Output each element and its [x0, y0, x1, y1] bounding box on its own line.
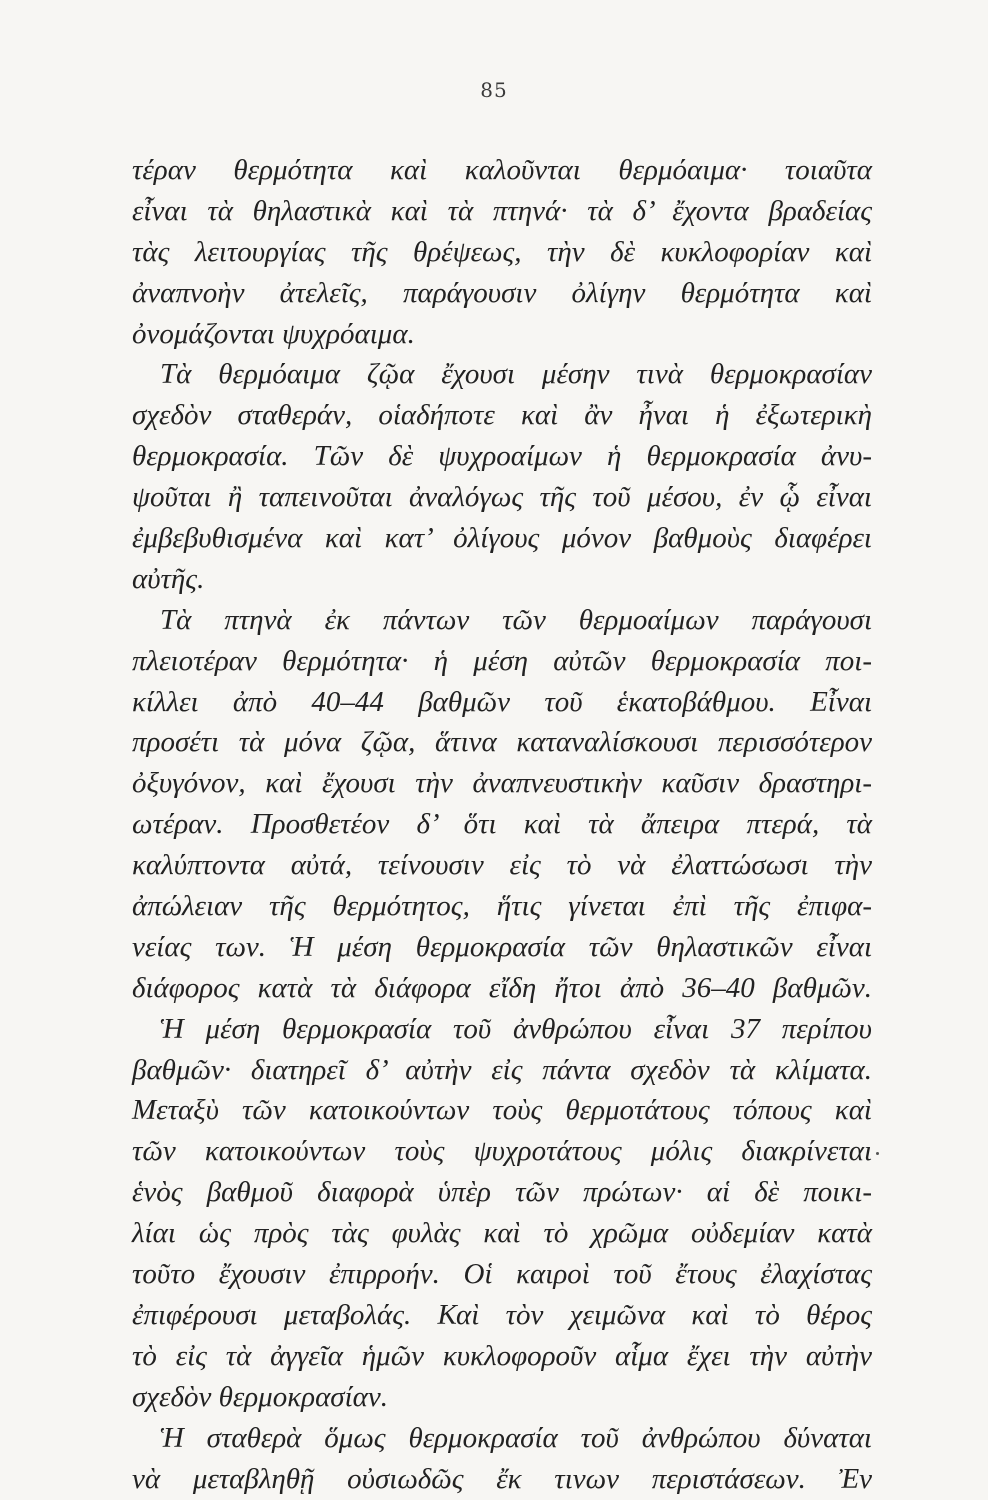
text-line: τὰς λειτουργίας τῆς θρέψεως, τὴν δὲ κυκλοφορίαν καὶ: [132, 235, 872, 268]
text-line: τῶν κατοικούντων τοὺς ψυχροτάτους μόλις διακρίνεται: [132, 1135, 872, 1168]
ink-speck: [876, 1152, 879, 1155]
text-line: ὀξυγόνον, καὶ ἔχουσι τὴν ἀναπνευστικὴν καῦσιν δραστηρι-: [132, 767, 872, 800]
text-line: ἑνὸς βαθμοῦ διαφορὰ ὑπὲρ τῶν πρώτων· αἱ δὲ ποικι-: [132, 1176, 872, 1209]
text-line: λίαι ὡς πρὸς τὰς φυλὰς καὶ τὸ χρῶμα οὐδεμίαν κατὰ: [132, 1217, 872, 1250]
text-line: ἐπιφέρουσι μεταβολάς. Καὶ τὸν χειμῶνα καὶ τὸ θέρος: [132, 1298, 872, 1331]
text-line: πλειοτέραν θερμότητα· ἡ μέση αὐτῶν θερμοκρασία ποι-: [132, 644, 872, 677]
text-line: Ἡ σταθερὰ ὅμως θερμοκρασία τοῦ ἀνθρώπου δύναται: [160, 1421, 872, 1454]
text-line: καλύπτοντα αὐτά, τείνουσιν εἰς τὸ νὰ ἐλαττώσωσι τὴν: [132, 849, 872, 882]
text-line: εἶναι τὰ θηλαστικὰ καὶ τὰ πτηνά· τὰ δ’ ἔχοντα βραδείας: [132, 194, 872, 227]
text-line: Μεταξὺ τῶν κατοικούντων τοὺς θερμοτάτους τόπους καὶ: [132, 1094, 872, 1127]
text-line: ἀναπνοὴν ἀτελεῖς, παράγουσιν ὀλίγην θερμότητα καὶ: [132, 276, 872, 309]
text-line: ωτέραν. Προσθετέον δ’ ὅτι καὶ τὰ ἄπειρα πτερά, τὰ: [132, 808, 872, 841]
text-line: ὀνομάζονται ψυχρόαιμα.: [132, 317, 415, 350]
text-line: προσέτι τὰ μόνα ζῷα, ἅτινα καταναλίσκουσι περισσότερον: [132, 726, 872, 759]
text-line: ψοῦται ἢ ταπεινοῦται ἀναλόγως τῆς τοῦ μέσου, ἐν ᾧ εἶναι: [132, 481, 872, 514]
text-line: βαθμῶν· διατηρεῖ δ’ αὐτὴν εἰς πάντα σχεδὸν τὰ κλίματα.: [132, 1053, 872, 1086]
text-line: θερμοκρασία. Τῶν δὲ ψυχροαίμων ἡ θερμοκρασία ἀνυ-: [132, 440, 872, 473]
text-line: Ἡ μέση θερμοκρασία τοῦ ἀνθρώπου εἶναι 37 περίπου: [160, 1012, 872, 1045]
text-line: Τὰ θερμόαιμα ζῷα ἔχουσι μέσην τινὰ θερμοκρασίαν: [160, 358, 872, 391]
text-line: κίλλει ἀπὸ 40–44 βαθμῶν τοῦ ἑκατοβάθμου. Εἶναι: [132, 685, 872, 718]
text-line: αὐτῆς.: [132, 562, 205, 595]
page-number: 85: [480, 78, 508, 102]
body-text: [132, 150, 872, 1499]
text-line: ἀπώλειαν τῆς θερμότητος, ἥτις γίνεται ἐπὶ τῆς ἐπιφα-: [132, 890, 872, 923]
text-line: ἐμβεβυθισμένα καὶ κατ’ ὀλίγους μόνον βαθμοὺς διαφέρει: [132, 522, 872, 555]
text-line: σχεδὸν θερμοκρασίαν.: [132, 1380, 389, 1413]
text-line: νὰ μεταβληθῇ οὐσιωδῶς ἔκ τινων περιστάσεων. Ἐν: [132, 1462, 872, 1495]
text-line: σχεδὸν σταθεράν, οἱαδήποτε καὶ ἂν ἦναι ἡ ἐξωτερικὴ: [132, 399, 872, 432]
text-line: νείας των. Ἡ μέση θερμοκρασία τῶν θηλαστικῶν εἶναι: [132, 930, 872, 963]
text-line: διάφορος κατὰ τὰ διάφορα εἴδη ἤτοι ἀπὸ 36–40 βαθμῶν.: [132, 971, 872, 1004]
text-line: τοῦτο ἔχουσιν ἐπιρροήν. Οἱ καιροὶ τοῦ ἔτους ἐλαχίστας: [132, 1258, 872, 1291]
text-line: τὸ εἰς τὰ ἀγγεῖα ἡμῶν κυκλοφοροῦν αἷμα ἔχει τὴν αὐτὴν: [132, 1339, 872, 1372]
text-line: τέραν θερμότητα καὶ καλοῦνται θερμόαιμα· τοιαῦτα: [132, 154, 872, 186]
text-line: Τὰ πτηνὰ ἐκ πάντων τῶν θερμοαίμων παράγουσι: [160, 603, 872, 636]
